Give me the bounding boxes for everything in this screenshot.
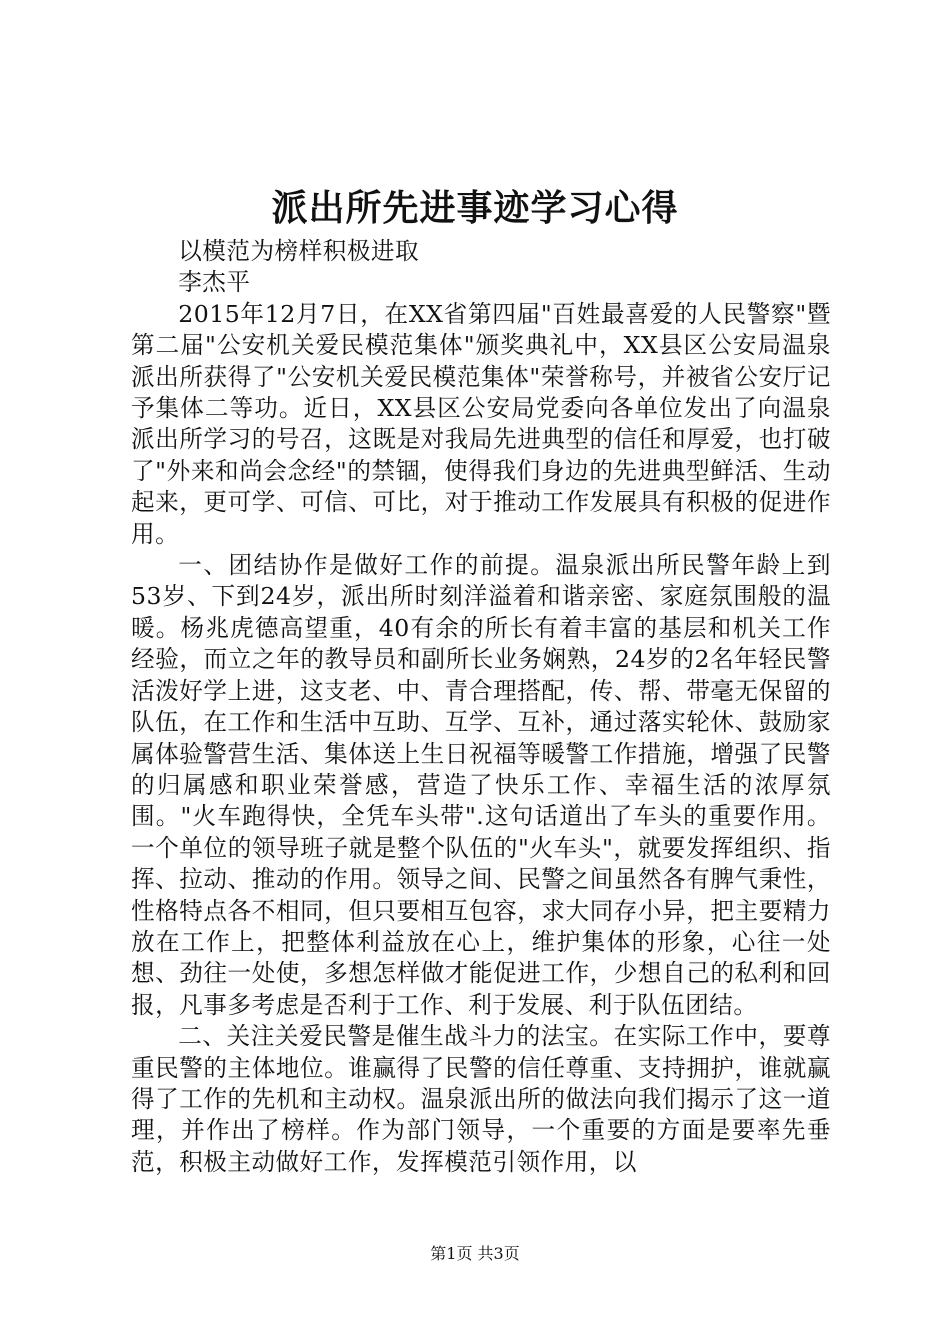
author: 李杰平: [178, 268, 251, 297]
document-body: [131, 236, 831, 1178]
document-title: 派出所先进事迹学习心得: [271, 187, 679, 229]
paragraph: 二、关注关爱民警是催生战斗力的法宝。在实际工作中，要尊重民警的主体地位。谁赢得了民警的信任尊重、支持拥护，谁就赢得了工作的先机和主动权。温泉派出所的做法向我们揭示了这一道理，并作出了榜样。作为部门领导，一个重要的方面是要率先垂范，积极主动做好工作，发挥模范引领作用，以: [131, 1022, 831, 1176]
subtitle: 以模范为榜样积极进取: [178, 237, 420, 265]
paragraph: 2015年12月7日，在XX省第四届"百姓最喜爱的人民警察"暨第二届"公安机关爱民模范集体"颁奖典礼中，XX县区公安局温泉派出所获得了"公安机关爱民模范集体"荣誉称号，并被省公安厅记予集体二等功。近日，XX县区公安局党委向各单位发出了向温泉派出所学习的号召，这既是对我局先进典型的信任和厚爱，也打破了"外来和尚会念经"的禁锢，使得我们身边的先进典型鲜活、生动起来，更可学、可信、可比，对于推动工作发展具有积极的促进作用。: [131, 299, 831, 548]
paragraph: 一、团结协作是做好工作的前提。温泉派出所民警年龄上到53岁、下到24岁，派出所时刻洋溢着和谐亲密、家庭氛围般的温暖。杨兆虎德高望重，40有余的所长有着丰富的基层和机关工作经验，而立之年的教导员和副所长业务娴熟，24岁的2名年轻民警活泼好学上进，这支老、中、青合理搭配，传、帮、带毫无保留的队伍，在工作和生活中互助、互学、互补，通过落实轮休、鼓励家属体验警营生活、集体送上生日祝福等暖警工作措施，增强了民警的归属感和职业荣誉感，营造了快乐工作、幸福生活的浓厚氛围。"火车跑得快，全凭车头带".这句话道出了车头的重要作用。一个单位的领导班子就是整个队伍的"火车头"，就要发挥组织、指挥、拉动、推动的作用。领导之间、民警之间虽然各有脾气秉性，性格特点各不相同，但只要相互包容，求大同存小异，把主要精力放在工作上，把整体利益放在心上，维护集体的形象，心往一处想、劲往一处使，多想怎样做才能促进工作，少想自己的私利和回报，凡事多考虑是否利于工作、利于发展、利于队伍团结。: [131, 551, 831, 1019]
page-number: 第1页 共3页: [430, 1244, 520, 1263]
